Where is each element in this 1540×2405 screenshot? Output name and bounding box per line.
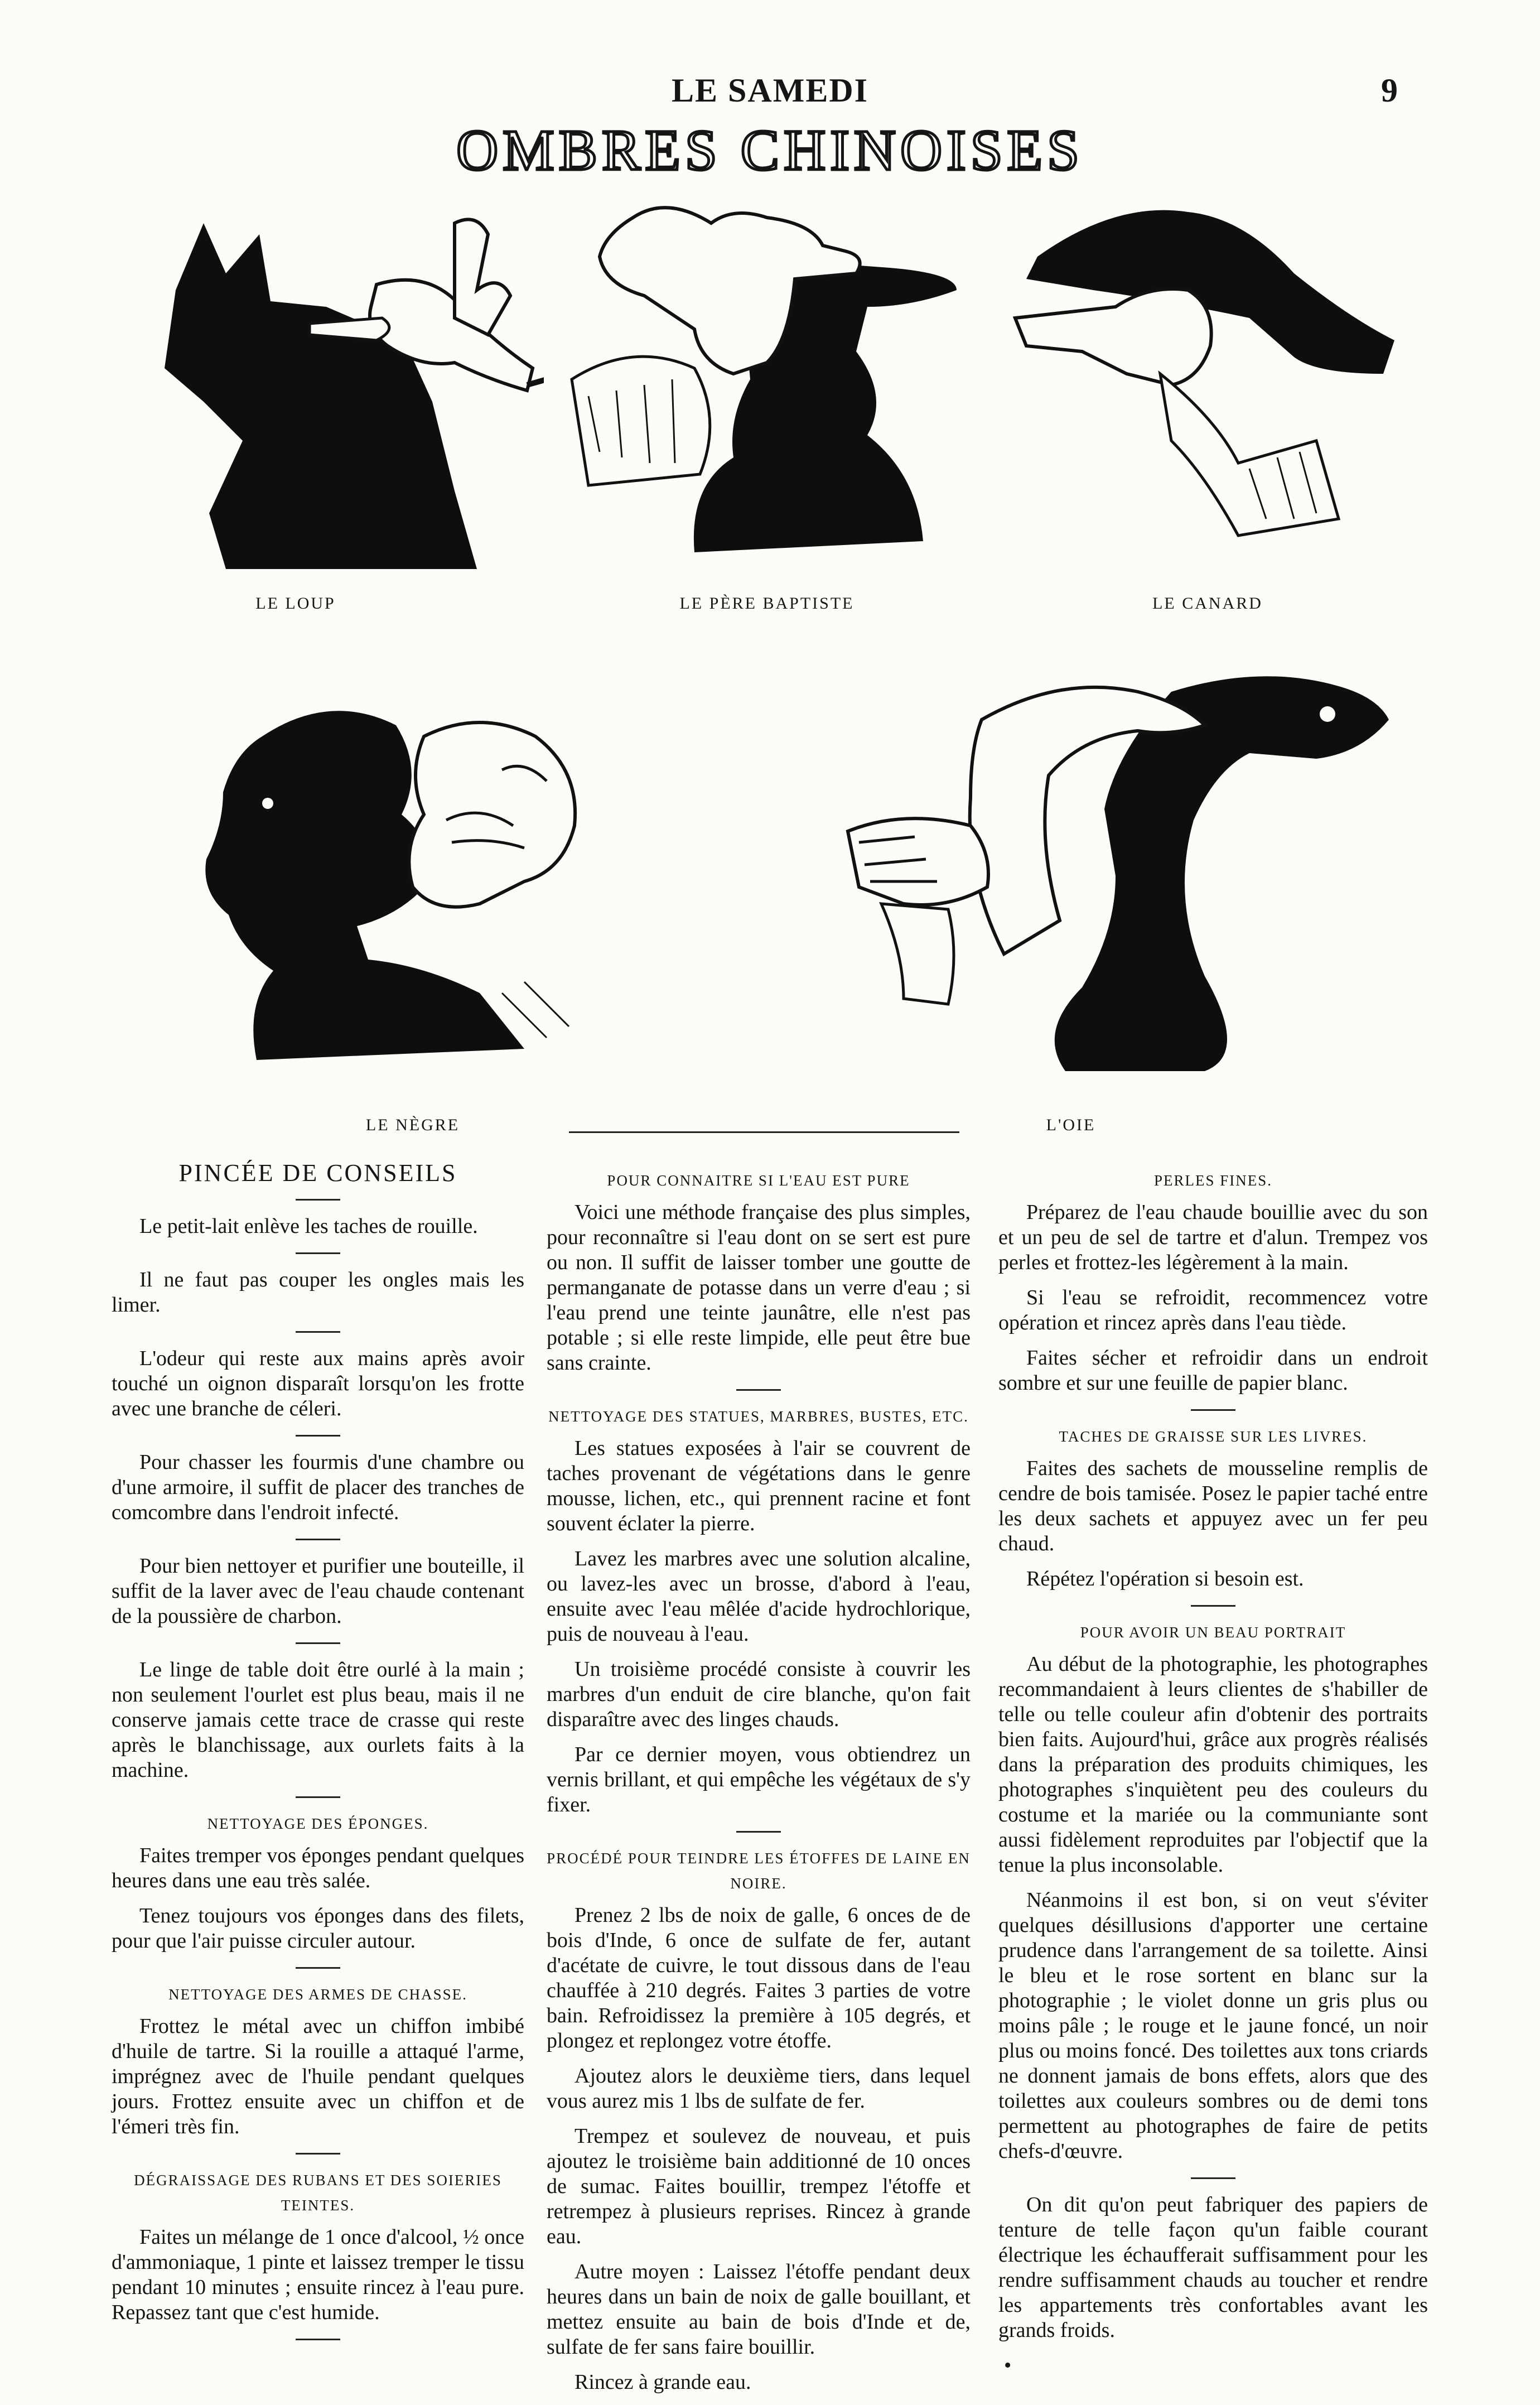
illustration-caption: LE LOUP [255, 594, 336, 613]
tip-paragraph: Pour bien nettoyer et purifier une bouteille, il suffit de la laver avec de l'eau chaude contenant de la poussière de charbon. [112, 1554, 524, 1628]
dye-heading: PROCÉDÉ POUR TEINDRE LES ÉTOFFES DE LAINE EN NOIRE. [547, 1850, 971, 1892]
tip-paragraph: Il ne faut pas couper les ongles mais les limer. [112, 1268, 524, 1317]
section-rule [296, 1331, 340, 1333]
body-paragraph: Par ce dernier moyen, vous obtiendrez un vernis brillant, et qui empêche les végétaux de s'y fixer. [547, 1743, 971, 1816]
column-care-tips [998, 1160, 1428, 2388]
body-paragraph: Si l'eau se refroidit, recommencez votre opération et rincez après dans l'eau tiède. [998, 1286, 1428, 1334]
running-title: LE SAMEDI [671, 72, 869, 109]
body-paragraph: On dit qu'on peut fabriquer des papiers de tenture de telle façon qu'un faible courant électrique les échaufferait suffisamment pour les rendre suffisamment chauds au toucher et rendre les appartements très confortables avant les grands froids. [998, 2193, 1428, 2342]
body-paragraph: Les statues exposées à l'air se couvrent de taches provenant de végétations dans le genre mousse, lichen, etc., qui prennent racine et font souvent éclater la pierre. [547, 1437, 971, 1535]
section-rule [736, 1831, 781, 1833]
pearls-heading: PERLES FINES. [1153, 1172, 1273, 1189]
section-rule [296, 2153, 340, 2155]
horizontal-divider [569, 1131, 959, 1133]
illustration-caption: LE PÈRE BAPTISTE [679, 594, 855, 613]
body-paragraph: Prenez 2 lbs de noix de galle, 6 onces de de bois d'Inde, 6 once de sulfate de fer, autant d'acétate de cuivre, le tout dissous dans de l'eau chauffée à 210 degrés. Faites 3 parties de votre bain. Refroidissez la première à 105 degrés, et plongez et replongez votre étoffe. [547, 1903, 971, 2052]
hand-shadow-goose-icon [825, 642, 1411, 1077]
body-paragraph: Tenez toujours vos éponges dans des filets, pour que l'air puisse circuler autour. [112, 1904, 524, 1953]
body-paragraph: Répétez l'opération si besoin est. [1026, 1567, 1304, 1591]
water-heading: POUR CONNAITRE SI L'EAU EST PURE [607, 1172, 910, 1189]
section-rule [296, 1539, 340, 1540]
illustration-caption: LE NÈGRE [365, 1116, 460, 1134]
statues-heading: NETTOYAGE DES STATUES, MARBRES, BUSTES, ETC. [548, 1408, 969, 1425]
portrait-heading: POUR AVOIR UN BEAU PORTRAIT [1080, 1624, 1346, 1641]
hand-shadow-wolf-icon [142, 201, 544, 580]
body-paragraph: Ajoutez alors le deuxième tiers, dans lequel vous aurez mis 1 lbs de sulfate de fer. [547, 2064, 971, 2113]
ribbons-heading: DÉGRAISSAGE DES RUBANS ET DES SOIERIES TEINTES. [134, 2172, 502, 2214]
section-rule [296, 1252, 340, 1254]
body-paragraph: Faites tremper vos éponges pendant quelques heures dans une eau très salée. [112, 1844, 524, 1892]
body-paragraph: Néanmoins il est bon, si on veut s'éviter quelques désillusions d'apporter une certaine prudence dans l'arrangement de sa toilette. Ainsi le bleu et le rose sortent en blanc sur la photographie ; le violet donne un gris plus ou moins pâle ; le rouge et le jaune foncé, un noir plus ou moins foncé. Des toilettes aux tons criards ne donnent jamais de bons effets, alors que des toilettes aux couleurs sombres ou de demi tons permettent au photographes de faire de petits chefs-d'œuvre. [998, 1888, 1428, 2163]
body-paragraph: Un troisième procédé consiste à couvrir les marbres d'un enduit de cire blanche, qu'on fait disparaître avec des linges chauds. [547, 1657, 971, 1731]
books-heading: TACHES DE GRAISSE SUR LES LIVRES. [1059, 1428, 1368, 1445]
column-household-methods [547, 1160, 971, 2405]
body-paragraph: Lavez les marbres avec une solution alcaline, ou lavez-les avec un brosse, d'abord à l'eau, ensuite avec l'eau mêlée d'acide hydrochlorique, puis de nouveau à l'eau. [547, 1547, 971, 1646]
body-paragraph: Faites des sachets de mousseline remplis de cendre de bois tamisée. Posez le papier taché entre les deux sachets et appuyez avec un fer peu chaud. [998, 1457, 1428, 1555]
section-rule [296, 1435, 340, 1437]
tip-paragraph: Le petit-lait enlève les taches de rouille. [139, 1214, 478, 1238]
section-rule [1191, 1605, 1235, 1607]
tip-paragraph: Pour chasser les fourmis d'une chambre ou d'une armoire, il suffit de placer des tranches de comcombre dans l'endroit infecté. [112, 1450, 524, 1524]
body-paragraph: Voici une méthode française des plus simples, pour reconnaître si l'eau dont on se sert est pure ou non. Il suffit de laisser tomber une goutte de permanganate de potasse dans un verre d'eau ; si l'eau prend une teinte jaunâtre, elle n'est pas potable ; si elle reste limpide, elle peut être bue sans crainte. [547, 1201, 971, 1375]
column-pincee-de-conseils [112, 1160, 524, 2354]
illustration-caption: L'OIE [1046, 1116, 1096, 1134]
illustration-caption: LE CANARD [1152, 594, 1263, 613]
section-rule [1191, 1409, 1235, 1411]
section-rule [296, 1642, 340, 1644]
hand-shadow-head-icon [190, 703, 614, 1071]
body-paragraph: Rincez à grande eau. [575, 2370, 751, 2394]
tip-paragraph: Le linge de table doit être ourlé à la main ; non seulement l'ourlet est plus beau, mais il ne conserve jamais cette trace de crasse qui reste après le blanchissage, aux ourlets faits à la machine. [112, 1658, 524, 1782]
section-rule [1191, 2177, 1235, 2179]
body-paragraph: Trempez et soulevez de nouveau, et puis ajoutez le troisième bain additionné de 10 onces de sumac. Faites bouillir, trempez l'étoffe et retrempez à plusieurs reprises. Rincez à grande eau. [547, 2124, 971, 2248]
hand-shadow-priest-icon [555, 195, 979, 563]
body-paragraph: Faites sécher et refroidir dans un endroit sombre et sur une feuille de papier blanc. [998, 1346, 1428, 1395]
body-paragraph: Faites un mélange de 1 once d'alcool, ½ once d'ammoniaque, 1 pinte et laissez tremper le tissu pendant 10 minutes ; ensuite rincez à l'eau pure. Repassez tant que c'est humide. [112, 2225, 524, 2324]
hand-shadow-duck-icon [1004, 206, 1406, 541]
body-paragraph: Préparez de l'eau chaude bouillie avec du son et un peu de sel de tartre et d'alun. Trempez vos perles et frottez-les légèrement à la main. [998, 1201, 1428, 1274]
section-title: PINCÉE DE CONSEILS [178, 1159, 457, 1187]
tip-paragraph: L'odeur qui reste aux mains après avoir touché un oignon disparaît lorsqu'on les frotte avec une branche de céleri. [112, 1347, 524, 1420]
section-rule [296, 2339, 340, 2340]
body-paragraph: Autre moyen : Laissez l'étoffe pendant deux heures dans un bain de noix de galle bouillant, et mettez ensuite au bain de bois d'Inde et de, sulfate de fer sans faire bouillir. [547, 2260, 971, 2359]
main-title: OMBRES CHINOISES [456, 118, 1084, 182]
sponges-heading: NETTOYAGE DES ÉPONGES. [207, 1815, 429, 1832]
body-paragraph: Au début de la photographie, les photographes recommandaient à leurs clientes de s'habiller de telle ou telle couleur afin d'obtenir des portraits bien faits. Aujourd'hui, grâce aux progrès réalisés dans la préparation des produits chimiques, les photographes s'inquiètent peu des couleurs du costume et la mariée ou la communiante sont aussi fidèlement reproduites par l'objectif que la tenue la plus inconsolable. [998, 1652, 1428, 1877]
page-number: 9 [1381, 72, 1398, 109]
section-rule [296, 1199, 340, 1201]
weapons-heading: NETTOYAGE DES ARMES DE CHASSE. [168, 1986, 467, 2003]
section-rule [296, 1796, 340, 1798]
trailing-mark: • [1004, 2354, 1012, 2377]
section-rule [296, 1967, 340, 1969]
section-rule [736, 1389, 781, 1391]
body-paragraph: Frottez le métal avec un chiffon imbibé d'huile de tartre. Si la rouille a attaqué l'arme, imprégnez avec de l'huile pendant quelques jours. Frottez ensuite avec un chiffon et de l'émeri très fin. [112, 2014, 524, 2138]
